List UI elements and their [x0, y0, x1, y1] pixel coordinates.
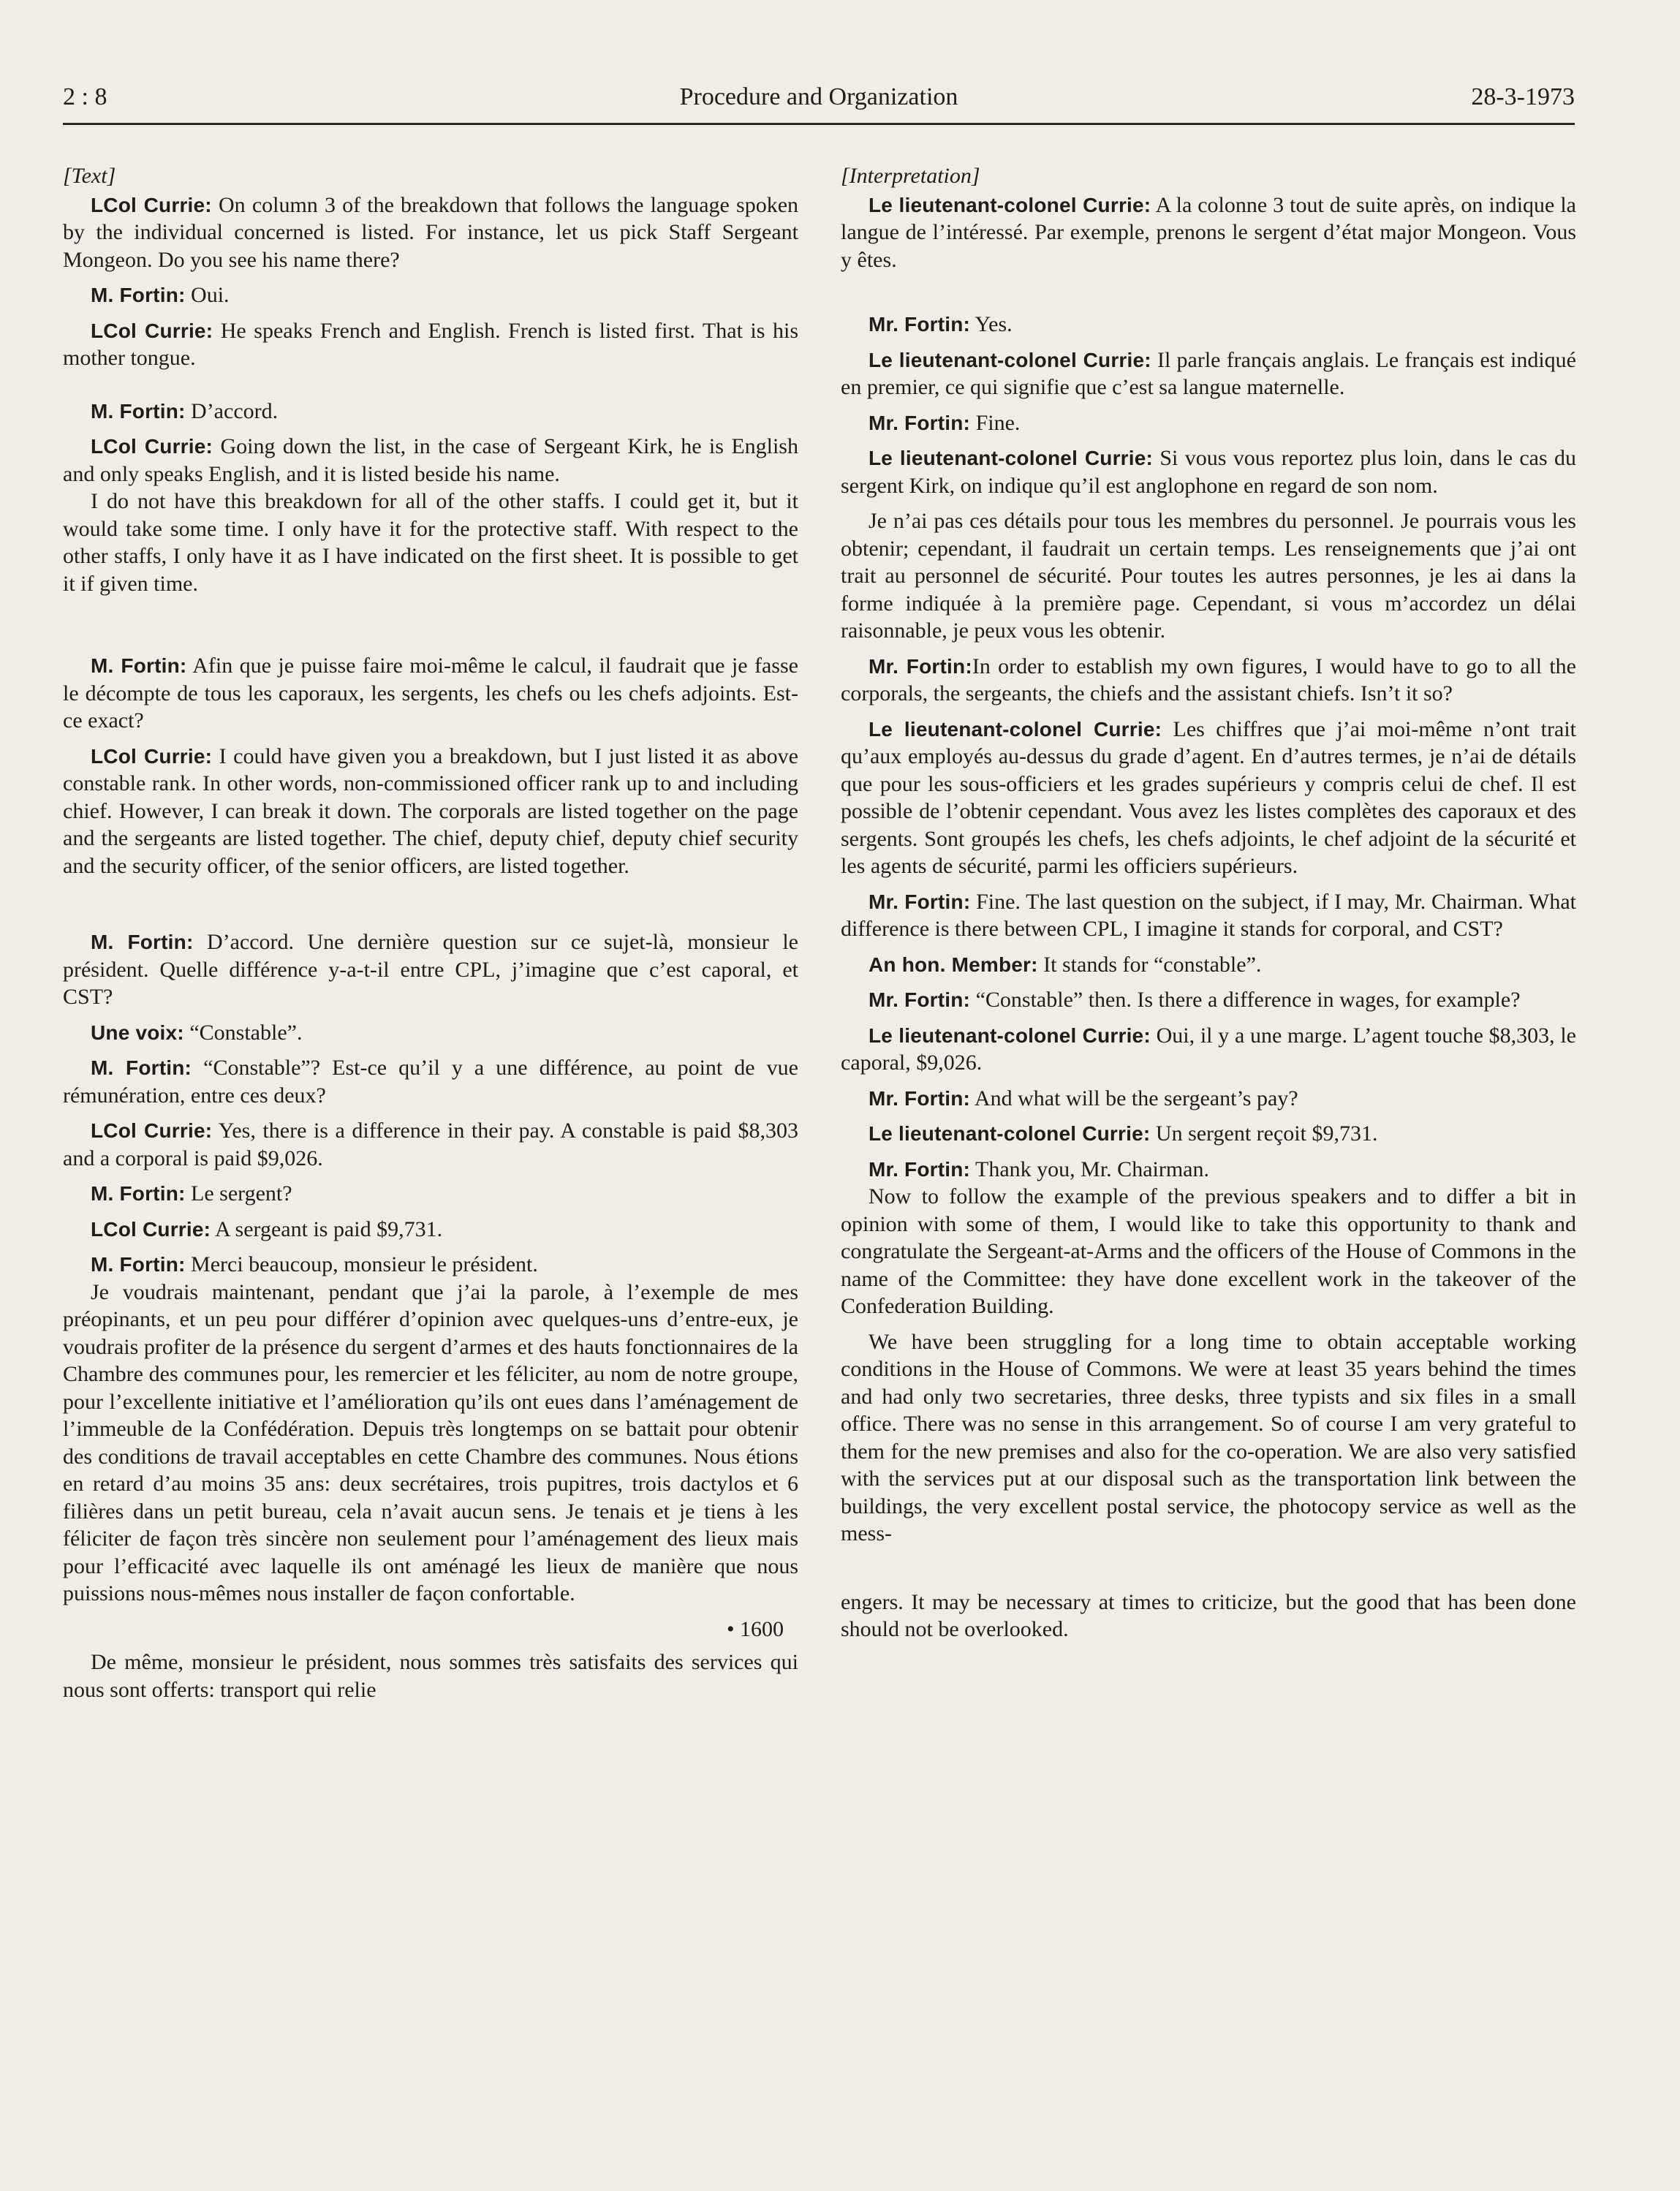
paragraph — [841, 951, 1576, 979]
paragraph: De même, monsieur le président, nous sommes très satisfaits des services qui nous sont offerts: transport qui relie — [63, 1650, 798, 1702]
paragraph — [841, 192, 1576, 274]
speaker-name: Le lieutenant-colonel Currie: — [869, 193, 1151, 216]
speaker-name: LCol Currie: — [91, 193, 212, 216]
speech-text: On column 3 of the breakdown that follows the language spoken by the individual concerned is listed. For instance, let us pick Staff Sergeant Mongeon. Do you see his name there? — [63, 192, 799, 272]
left-column-english-text — [63, 162, 798, 1711]
speech-text: Les chiffres que j’ai moi-même n’ont trait qu’aux employés au-dessus du grade d’agent. En d’autres termes, je n’ai de détails que pour les sous-officiers et les grades supérieurs y compris celui de chef. Il est possible de l’obtenir cependant. Vous avez les listes complètes des caporaux et des sergents. Sont groupés les chefs, les chefs adjoints, le chef adjoint de la sécurité et les agents de sécurité, parmi les officiers supérieurs. — [841, 716, 1576, 878]
paragraph — [63, 1117, 798, 1172]
paragraph — [841, 409, 1576, 437]
speech-text: He speaks French and English. French is listed first. That is his mother tongue. — [63, 318, 798, 370]
speaker-name: M. Fortin: — [91, 931, 194, 953]
speech-text: Merci beaucoup, monsieur le président. — [185, 1252, 538, 1276]
speech-text: Le sergent? — [185, 1181, 292, 1206]
speaker-name: M. Fortin: — [91, 1182, 186, 1205]
paragraph — [841, 347, 1576, 401]
speech-text: “Constable”? Est-ce qu’il y a une différence, au point de vue rémunération, entre ces deux? — [63, 1056, 798, 1108]
speech-text: It stands for “constable”. — [1037, 952, 1262, 977]
speaker-name: Le lieutenant-colonel Currie: — [869, 1122, 1151, 1145]
right-column-interpretation — [841, 162, 1576, 1651]
paragraph — [841, 311, 1576, 338]
speech-text: Thank you, Mr. Chairman. — [970, 1157, 1209, 1181]
section-tag: [Interpretation] — [841, 164, 980, 188]
paragraph — [63, 281, 798, 309]
paragraph — [63, 317, 798, 372]
paragraph: Now to follow the example of the previous speakers and to differ a bit in opinion with some of them, I would like to take this opportunity to thank and congratulate the Sergeant-at-Arms and the officers of the House of Commons in the name of the Committee: they have done excellent work in the takeover of the Confederation Building. — [841, 1184, 1576, 1318]
speaker-name: Une voix: — [91, 1021, 184, 1044]
paragraph: We have been struggling for a long time to obtain acceptable working conditions in the House of Commons. We were at least 35 years behind the times and had only two secretaries, three desks, three typists and six files in a small office. There was no sense in this arrangement. So of course I am very grateful to them for the new premises and also for the co-operation. We are also very satisfied with the services put at our disposal such as the transportation link between the buildings, the very excellent postal service, the photocopy service as well as the mess- — [841, 1329, 1576, 1545]
speaker-name: Le lieutenant-colonel Currie: — [869, 717, 1162, 741]
speaker-name: M. Fortin: — [91, 399, 186, 423]
speaker-name: LCol Currie: — [91, 319, 213, 342]
speech-text: Afin que je puisse faire moi-même le calcul, il faudrait que je fasse le décompte de tous les caporaux, les sergents, les chefs ou les chefs adjoints. Est-ce exact? — [63, 654, 798, 733]
speech-text: A la colonne 3 tout de suite après, on indique la langue de l’intéressé. Par exemple, prenons le sergent d’état major Mongeon. Vous y êtes. — [841, 192, 1576, 272]
paragraph — [63, 433, 798, 488]
speech-text: Il parle français anglais. Le français est indiqué en premier, ce qui signifie que c’est sa langue maternelle. — [841, 347, 1576, 399]
speaker-name: Le lieutenant-colonel Currie: — [869, 348, 1151, 371]
speech-text: In order to establish my own figures, I would have to go to all the corporals, the sergeants, the chiefs and the assistant chiefs. Isn’t it so? — [841, 654, 1576, 705]
paragraph — [63, 1180, 798, 1208]
speech-text: And what will be the sergeant’s pay? — [970, 1086, 1298, 1110]
paragraph — [63, 1054, 798, 1109]
page-number: 2 : 8 — [63, 83, 107, 110]
paragraph: I do not have this breakdown for all of the other staffs. I could get it, but it would take some time. I only have it for the protective staff. With respect to the other staffs, I only have it as I have indicated on the first sheet. It is possible to get it if given time. — [63, 489, 798, 596]
paragraph — [841, 1085, 1576, 1113]
speaker-name: Mr. Fortin: — [869, 890, 971, 913]
section-tag: [Text] — [63, 164, 116, 188]
speaker-name: Le lieutenant-colonel Currie: — [869, 447, 1154, 469]
speaker-name: LCol Currie: — [91, 1217, 211, 1241]
paragraph: engers. It may be necessary at times to criticize, but the good that has been done should not be overlooked. — [841, 1589, 1576, 1641]
paragraph — [841, 986, 1576, 1014]
speech-text: Fine. The last question on the subject, if I may, Mr. Chairman. What difference is there between CPL, I imagine it stands for corporal, and CST? — [841, 889, 1576, 941]
speaker-name: Mr. Fortin: — [869, 313, 971, 336]
speaker-name: Le lieutenant-colonel Currie: — [869, 1023, 1151, 1047]
paragraph — [841, 1022, 1576, 1077]
speech-text: D’accord. — [185, 398, 279, 423]
paragraph: Je n’ai pas ces détails pour tous les membres du personnel. Je pourrais vous les obtenir; cependant, il faudrait un certain temps. Les renseignements que j’ai ont trait au personnel de sécurité. Pour toutes les autres personnes, je les ai dans la forme indiquée à la première page. Cependant, si vous m’accordez un délai raisonnable, je peux vous les obtenir. — [841, 509, 1576, 643]
speaker-name: LCol Currie: — [91, 744, 213, 768]
paragraph — [63, 743, 798, 880]
speech-text: Yes, there is a difference in their pay. A constable is paid $8,303 and a corporal is paid $9,026. — [63, 1119, 798, 1170]
speech-text: “Constable” then. Is there a difference in wages, for example? — [970, 988, 1521, 1012]
paragraph — [841, 1120, 1576, 1148]
paragraph — [841, 653, 1576, 708]
speaker-name: M. Fortin: — [91, 284, 186, 306]
speech-text: Fine. — [970, 410, 1021, 435]
header-date: 28-3-1973 — [1471, 83, 1575, 110]
speaker-name: M. Fortin: — [91, 654, 187, 677]
speech-text: Oui. — [185, 283, 230, 307]
paragraph — [63, 1019, 798, 1047]
speech-text: I could have given you a breakdown, but I just listed it as above constable rank. In other words, non-commissioned officer rank up to and including chief. However, I can break it down. The corporals are listed together on the page and the sergeants are listed together. The chief, deputy chief, deputy chief security and the security officer, of the senior officers, are listed together. — [63, 743, 798, 878]
speaker-name: An hon. Member: — [869, 953, 1038, 976]
paragraph — [63, 1216, 798, 1244]
speech-text: Un sergent reçoit $9,731. — [1150, 1121, 1378, 1146]
paragraph — [841, 716, 1576, 880]
speech-text: D’accord. Une dernière question sur ce sujet-là, monsieur le président. Quelle différence y-a-t-il entre CPL, j’imagine que c’est caporal, et CST? — [63, 930, 798, 1009]
paragraph — [841, 1156, 1576, 1184]
speaker-name: M. Fortin: — [91, 1056, 192, 1079]
speech-text: “Constable”. — [183, 1020, 303, 1045]
running-header — [63, 77, 1575, 125]
paragraph — [63, 398, 798, 425]
speech-text: Going down the list, in the case of Sergeant Kirk, he is English and only speaks English, and it is listed beside his name. — [63, 434, 798, 486]
header-title: Procedure and Organization — [679, 83, 958, 110]
time-marker: • 1600 — [726, 1616, 784, 1641]
paragraph — [841, 888, 1576, 943]
paragraph — [63, 192, 798, 274]
speaker-name: Mr. Fortin: — [869, 1157, 971, 1181]
speech-text: Oui, il y a une marge. L’agent touche $8,303, le caporal, $9,026. — [841, 1023, 1576, 1075]
speaker-name: Mr. Fortin: — [869, 1086, 971, 1110]
speaker-name: LCol Currie: — [91, 1119, 213, 1142]
speech-text: A sergeant is paid $9,731. — [211, 1216, 443, 1241]
speaker-name: M. Fortin: — [91, 1253, 186, 1276]
paragraph: Je voudrais maintenant, pendant que j’ai la parole, à l’exemple de mes préopinants, et un peu pour différer d’opinion avec quelques-uns d’entre-eux, je voudrais profiter de la présence du sergent d’armes et des hauts fonctionnaires de la Chambre des communes pour, les remercier et les féliciter, au nom de notre groupe, pour l’excellente initiative et l’amélioration qu’ils ont eues dans l’aménagement de l’immeuble de la Confédération. Depuis très longtemps on se battait pour obtenir des conditions de travail acceptables en cette Chambre des communes. Nous étions en retard d’au moins 35 ans: deux secrétaires, trois pupitres, trois dactylos et 6 filières dans un petit bureau, cela n’avait aucun sens. Je tenais et je tiens à les féliciter de façon très sincère non seulement pour l’aménagement des lieux mais pour l’efficacité avec laquelle ils ont aménagé les lieux de manière que nous puissions nous-mêmes nous installer de façon confortable. — [63, 1279, 798, 1605]
speech-text: Si vous vous reportez plus loin, dans le cas du sergent Kirk, on indique qu’il est anglophone en regard de son nom. — [841, 446, 1576, 498]
paragraph — [841, 444, 1576, 499]
speech-text: Yes. — [970, 312, 1013, 336]
speaker-name: LCol Currie: — [91, 435, 213, 458]
paragraph — [63, 928, 798, 1011]
paragraph — [63, 652, 798, 735]
speaker-name: Mr. Fortin: — [869, 411, 971, 434]
paragraph — [63, 1251, 798, 1279]
speaker-name: Mr. Fortin: — [869, 988, 971, 1011]
speaker-name: Mr. Fortin: — [869, 654, 972, 678]
